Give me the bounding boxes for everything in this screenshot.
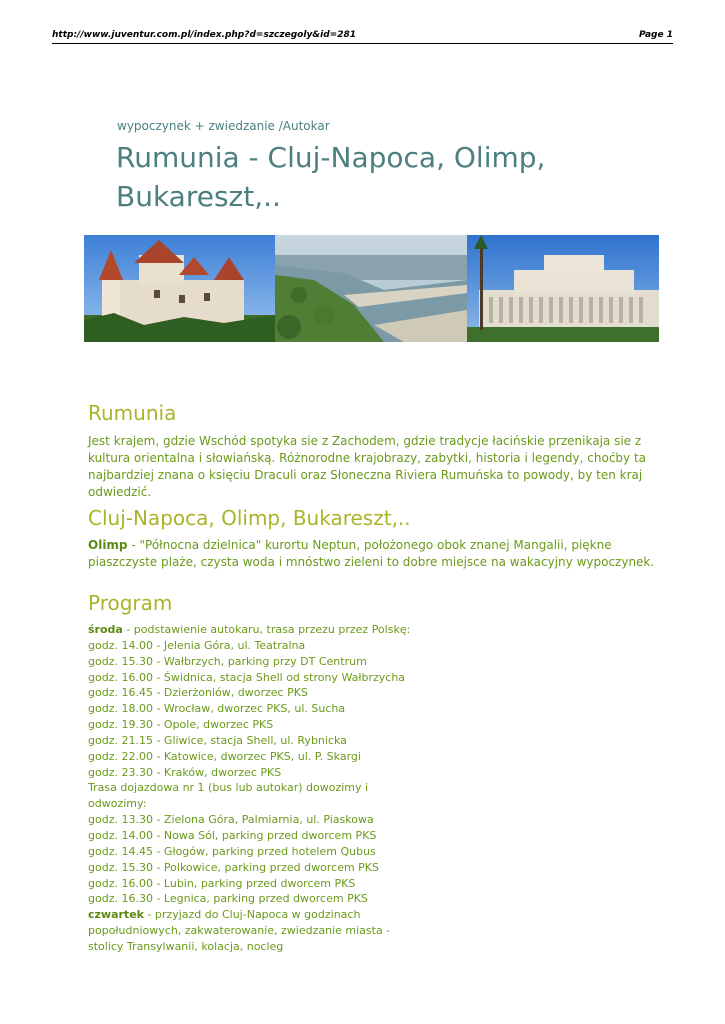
olimp-description (88, 537, 678, 571)
list-item: godz. 14.00 - Nowa Sól, parking przed dworcem PKS (88, 828, 377, 842)
thursday-line2: popołudniowych, zakwaterowanie, zwiedzanie miasta - (88, 924, 391, 938)
header-url: http://www.juventur.com.pl/index.php?d=szczegoly&id=281 (52, 30, 357, 40)
day-label-wednesday: środa (88, 623, 123, 636)
castle-photo (84, 235, 275, 342)
list-item: godz. 13.30 - Zielona Góra, Palmiarnia, ul. Piaskowa (88, 813, 374, 827)
page-title: Rumunia - Cluj-Napoca, Olimp, Bukareszt,.. (116, 141, 546, 213)
list-item: godz. 22.00 - Katowice, dworzec PKS, ul. P. Skargi (88, 749, 361, 763)
thursday-line3: stolicy Transylwanii, kolacja, nocleg (88, 939, 284, 953)
list-item: godz. 16.00 - Świdnica, stacja Shell od strony Wałbrzycha (88, 670, 406, 684)
list-item: godz. 16.30 - Legnica, parking przed dworcem PKS (88, 892, 368, 906)
section-heading-rumunia: Rumunia (88, 401, 177, 425)
program-itinerary (88, 622, 411, 955)
list-item: godz. 16.00 - Lubin, parking przed dworcem PKS (88, 876, 356, 890)
list-item: godz. 15.30 - Wałbrzych, parking przy DT Centrum (88, 654, 367, 668)
program-day-thursday: czwartek - przyjazd do Cluj-Napoca w godzinach (88, 908, 361, 922)
list-item: godz. 19.30 - Opole, dworzec PKS (88, 718, 274, 732)
print-header (52, 29, 673, 44)
category-label: wypoczynek + zwiedzanie /Autokar (117, 119, 330, 133)
section-heading-program: Program (88, 591, 173, 615)
list-item: godz. 14.45 - Głogów, parking przed hotelem Qubus (88, 844, 376, 858)
list-item: godz. 16.45 - Dzierżoniów, dworzec PKS (88, 686, 308, 700)
section-heading-cluj: Cluj-Napoca, Olimp, Bukareszt,.. (88, 506, 411, 530)
list-item: godz. 18.00 - Wrocław, dworzec PKS, ul. Sucha (88, 702, 346, 716)
olimp-text: - "Północna dzielnica" kurortu Neptun, położonego obok znanej Mangalii, piękne piaszczyste plaże, czysta woda i mnóstwo zieleni to dobre miejsce na wakacyjny wypoczynek. (88, 538, 655, 569)
olimp-bold-label: Olimp (88, 538, 128, 552)
palace-photo (467, 235, 659, 342)
list-item: godz. 14.00 - Jelenia Góra, ul. Teatralna (88, 638, 306, 652)
program-day-wednesday: środa - podstawienie autokaru, trasa przezu przez Polskę: (88, 623, 411, 636)
header-page-number: Page 1 (638, 30, 673, 40)
list-item: godz. 23.30 - Kraków, dworzec PKS (88, 765, 282, 779)
rumunia-description: Jest krajem, gdzie Wschód spotyka sie z Zachodem, gdzie tradycje łacińskie przenikaja sie z kultura orientalna i słowiańską. Różnorodne krajobrazy, zabytki, historia i legendy, choćby ta najbardziej znana o księciu Draculi oraz Słoneczna Riviera Rumuńska to powody, by ten kraj odwiedzić. (88, 434, 647, 499)
coast-photo (275, 235, 467, 342)
banner-image (84, 235, 659, 342)
day-label-thursday: czwartek (88, 908, 144, 922)
list-item: godz. 15.30 - Polkowice, parking przed dworcem PKS (88, 860, 380, 874)
feeder-route-line1: Trasa dojazdowa nr 1 (bus lub autokar) dowozimy i (88, 781, 369, 795)
list-item: godz. 21.15 - Gliwice, stacja Shell, ul. Rybnicka (88, 733, 347, 747)
feeder-route-line2: odwozimy: (88, 797, 147, 811)
